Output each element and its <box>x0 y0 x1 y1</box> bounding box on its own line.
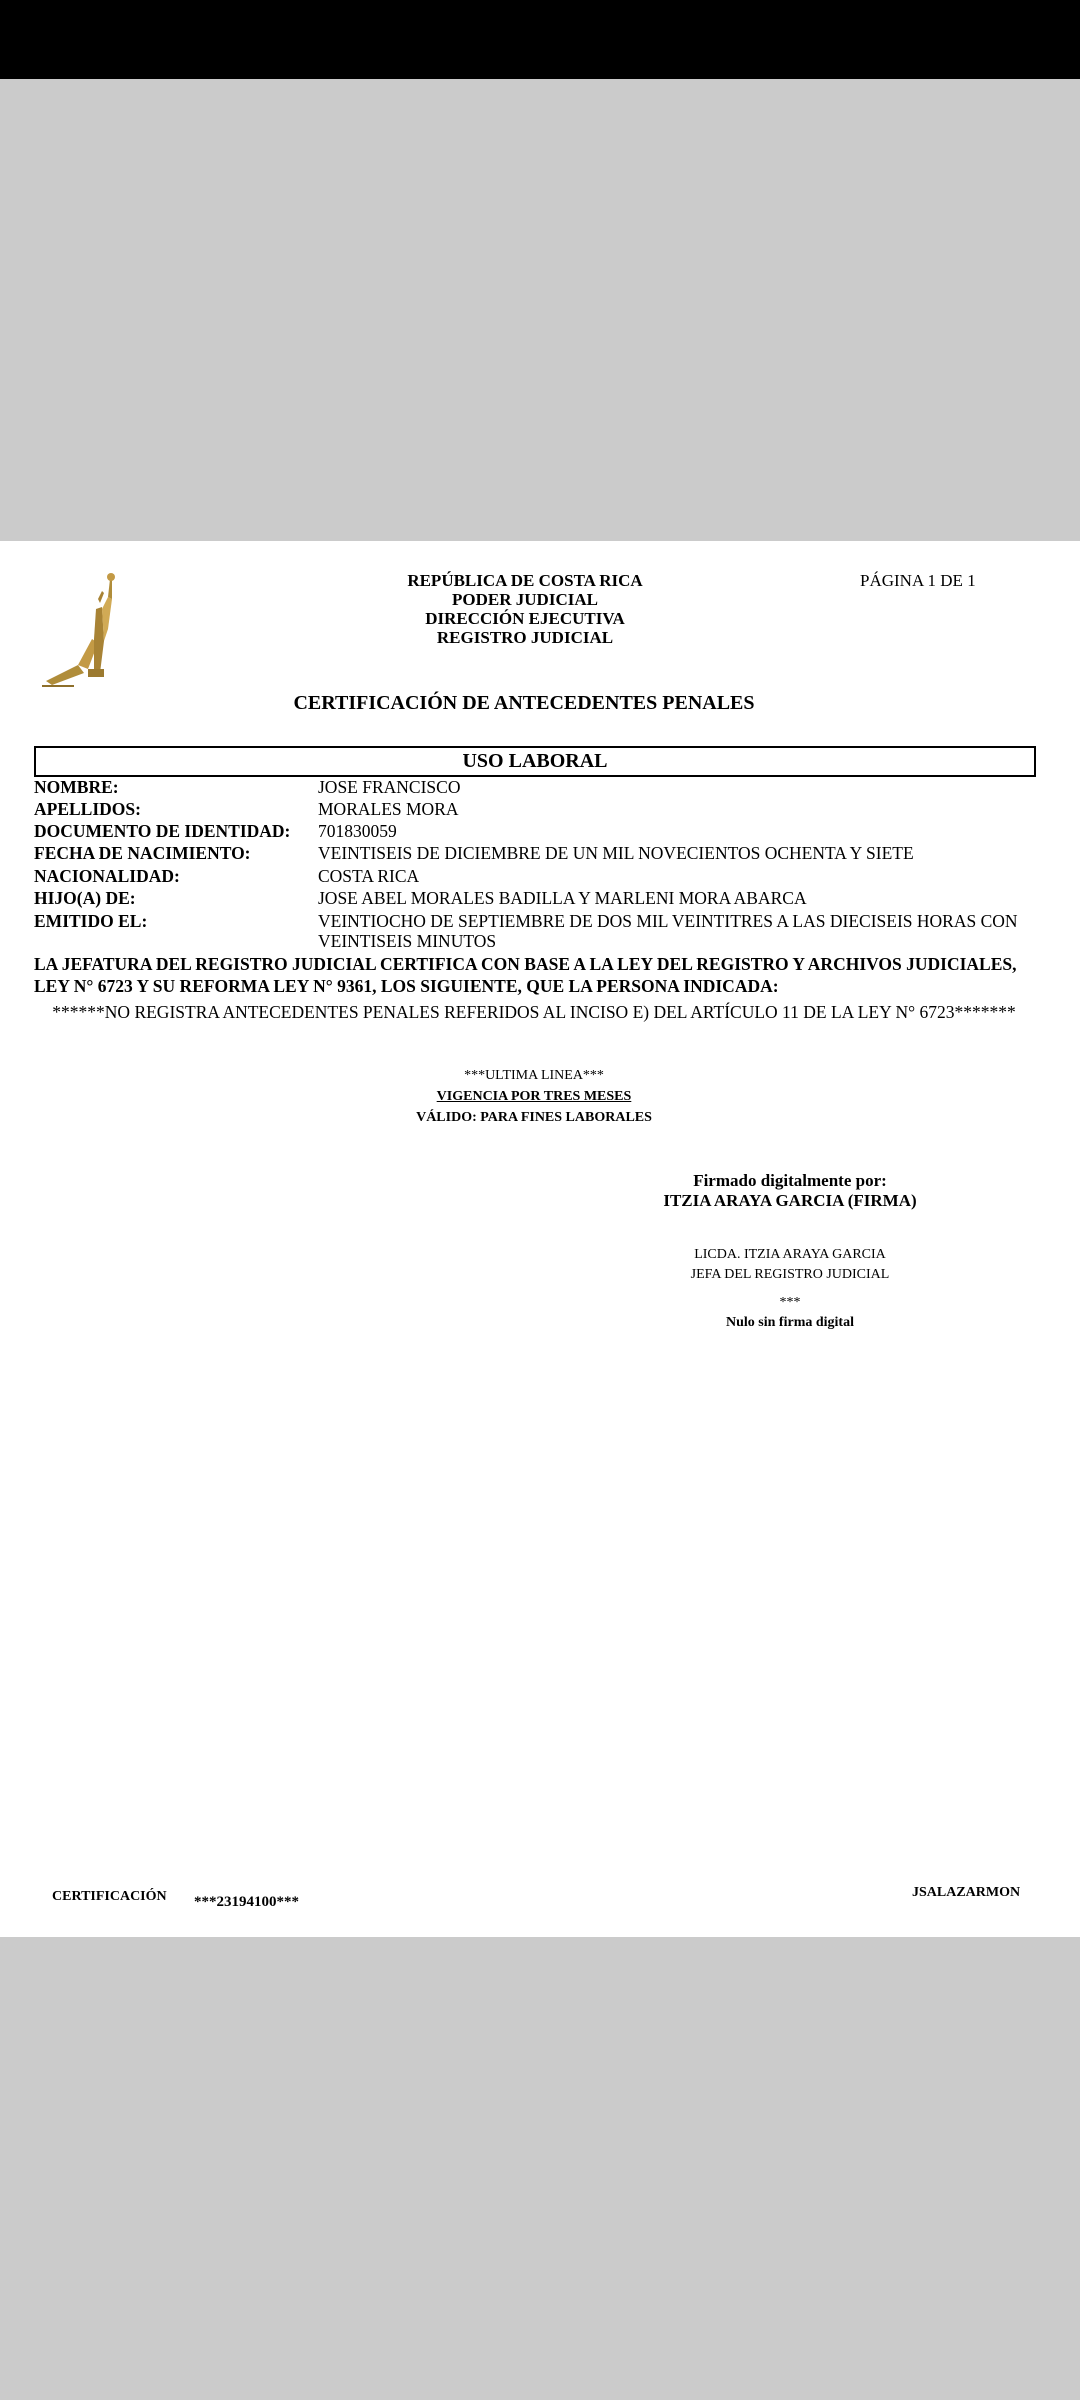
signed-by-label: Firmado digitalmente por: <box>693 1171 887 1190</box>
certification-number: ***23194100*** <box>194 1894 299 1910</box>
certification-statement: LA JEFATURA DEL REGISTRO JUDICIAL CERTIFICA CON BASE A LA LEY DEL REGISTRO Y ARCHIVOS JUDICIALES, LEY N° 6723 Y SU REFORMA LEY N° 9361, LOS SIGUIENTE, QUE LA PERSONA INDICADA: <box>34 954 1017 996</box>
signer-name: ITZIA ARAYA GARCIA (FIRMA) <box>663 1191 917 1210</box>
validity-note: VIGENCIA POR TRES MESES <box>436 1089 632 1104</box>
usage-box: USO LABORAL <box>34 746 1036 777</box>
document-title: CERTIFICACIÓN DE ANTECEDENTES PENALES <box>293 692 755 714</box>
field-value-birthdate: VEINTISEIS DE DICIEMBRE DE UN MIL NOVECIENTOS OCHENTA Y SIETE <box>318 843 914 863</box>
issuing-user: JSALAZARMON <box>912 1885 1021 1900</box>
header-direction: DIRECCIÓN EJECUTIVA <box>425 609 625 628</box>
status-bar <box>0 0 1080 79</box>
field-label-parents: HIJO(A) DE: <box>34 888 136 908</box>
result-line: ******NO REGISTRA ANTECEDENTES PENALES REFERIDOS AL INCISO E) DEL ARTÍCULO 11 DE LA LEY N° 6723******* <box>52 1002 1016 1022</box>
field-value-parents: JOSE ABEL MORALES BADILLA Y MARLENI MORA ABARCA <box>318 888 807 908</box>
field-value-name: JOSE FRANCISCO <box>318 777 461 797</box>
field-label-name: NOMBRE: <box>34 777 119 797</box>
field-label-surnames: APELLIDOS: <box>34 799 141 819</box>
field-label-birthdate: FECHA DE NACIMIENTO: <box>34 843 251 863</box>
header-branch: PODER JUDICIAL <box>452 590 598 609</box>
field-value-id: 701830059 <box>318 821 397 841</box>
field-label-id: DOCUMENTO DE IDENTIDAD: <box>34 821 291 841</box>
justice-statue-icon <box>38 569 138 687</box>
field-label-nationality: NACIONALIDAD: <box>34 866 180 886</box>
last-line-marker: ***ULTIMA LINEA*** <box>464 1068 604 1083</box>
header-registry: REGISTRO JUDICIAL <box>436 628 614 647</box>
document-page <box>0 541 1080 1937</box>
page-number: PÁGINA 1 DE 1 <box>860 571 976 590</box>
field-value-issued: VEINTIOCHO DE SEPTIEMBRE DE DOS MIL VEINTITRES A LAS DIECISEIS HORAS CON VEINTISEIS MINUTOS <box>318 911 1018 951</box>
footer-label: CERTIFICACIÓN <box>52 1889 167 1904</box>
header-country: REPÚBLICA DE COSTA RICA <box>407 571 643 590</box>
field-value-surnames: MORALES MORA <box>318 799 459 819</box>
field-label-issued: EMITIDO EL: <box>34 911 148 931</box>
signatory-name: LICDA. ITZIA ARAYA GARCIA <box>694 1247 886 1262</box>
signatory-position: JEFA DEL REGISTRO JUDICIAL <box>690 1267 890 1282</box>
digital-signature-note: Nulo sin firma digital <box>726 1315 854 1330</box>
field-value-nationality: COSTA RICA <box>318 866 420 886</box>
signature-stars: *** <box>779 1295 801 1310</box>
institution-header <box>290 571 760 647</box>
valid-purpose: VÁLIDO: PARA FINES LABORALES <box>416 1110 652 1125</box>
